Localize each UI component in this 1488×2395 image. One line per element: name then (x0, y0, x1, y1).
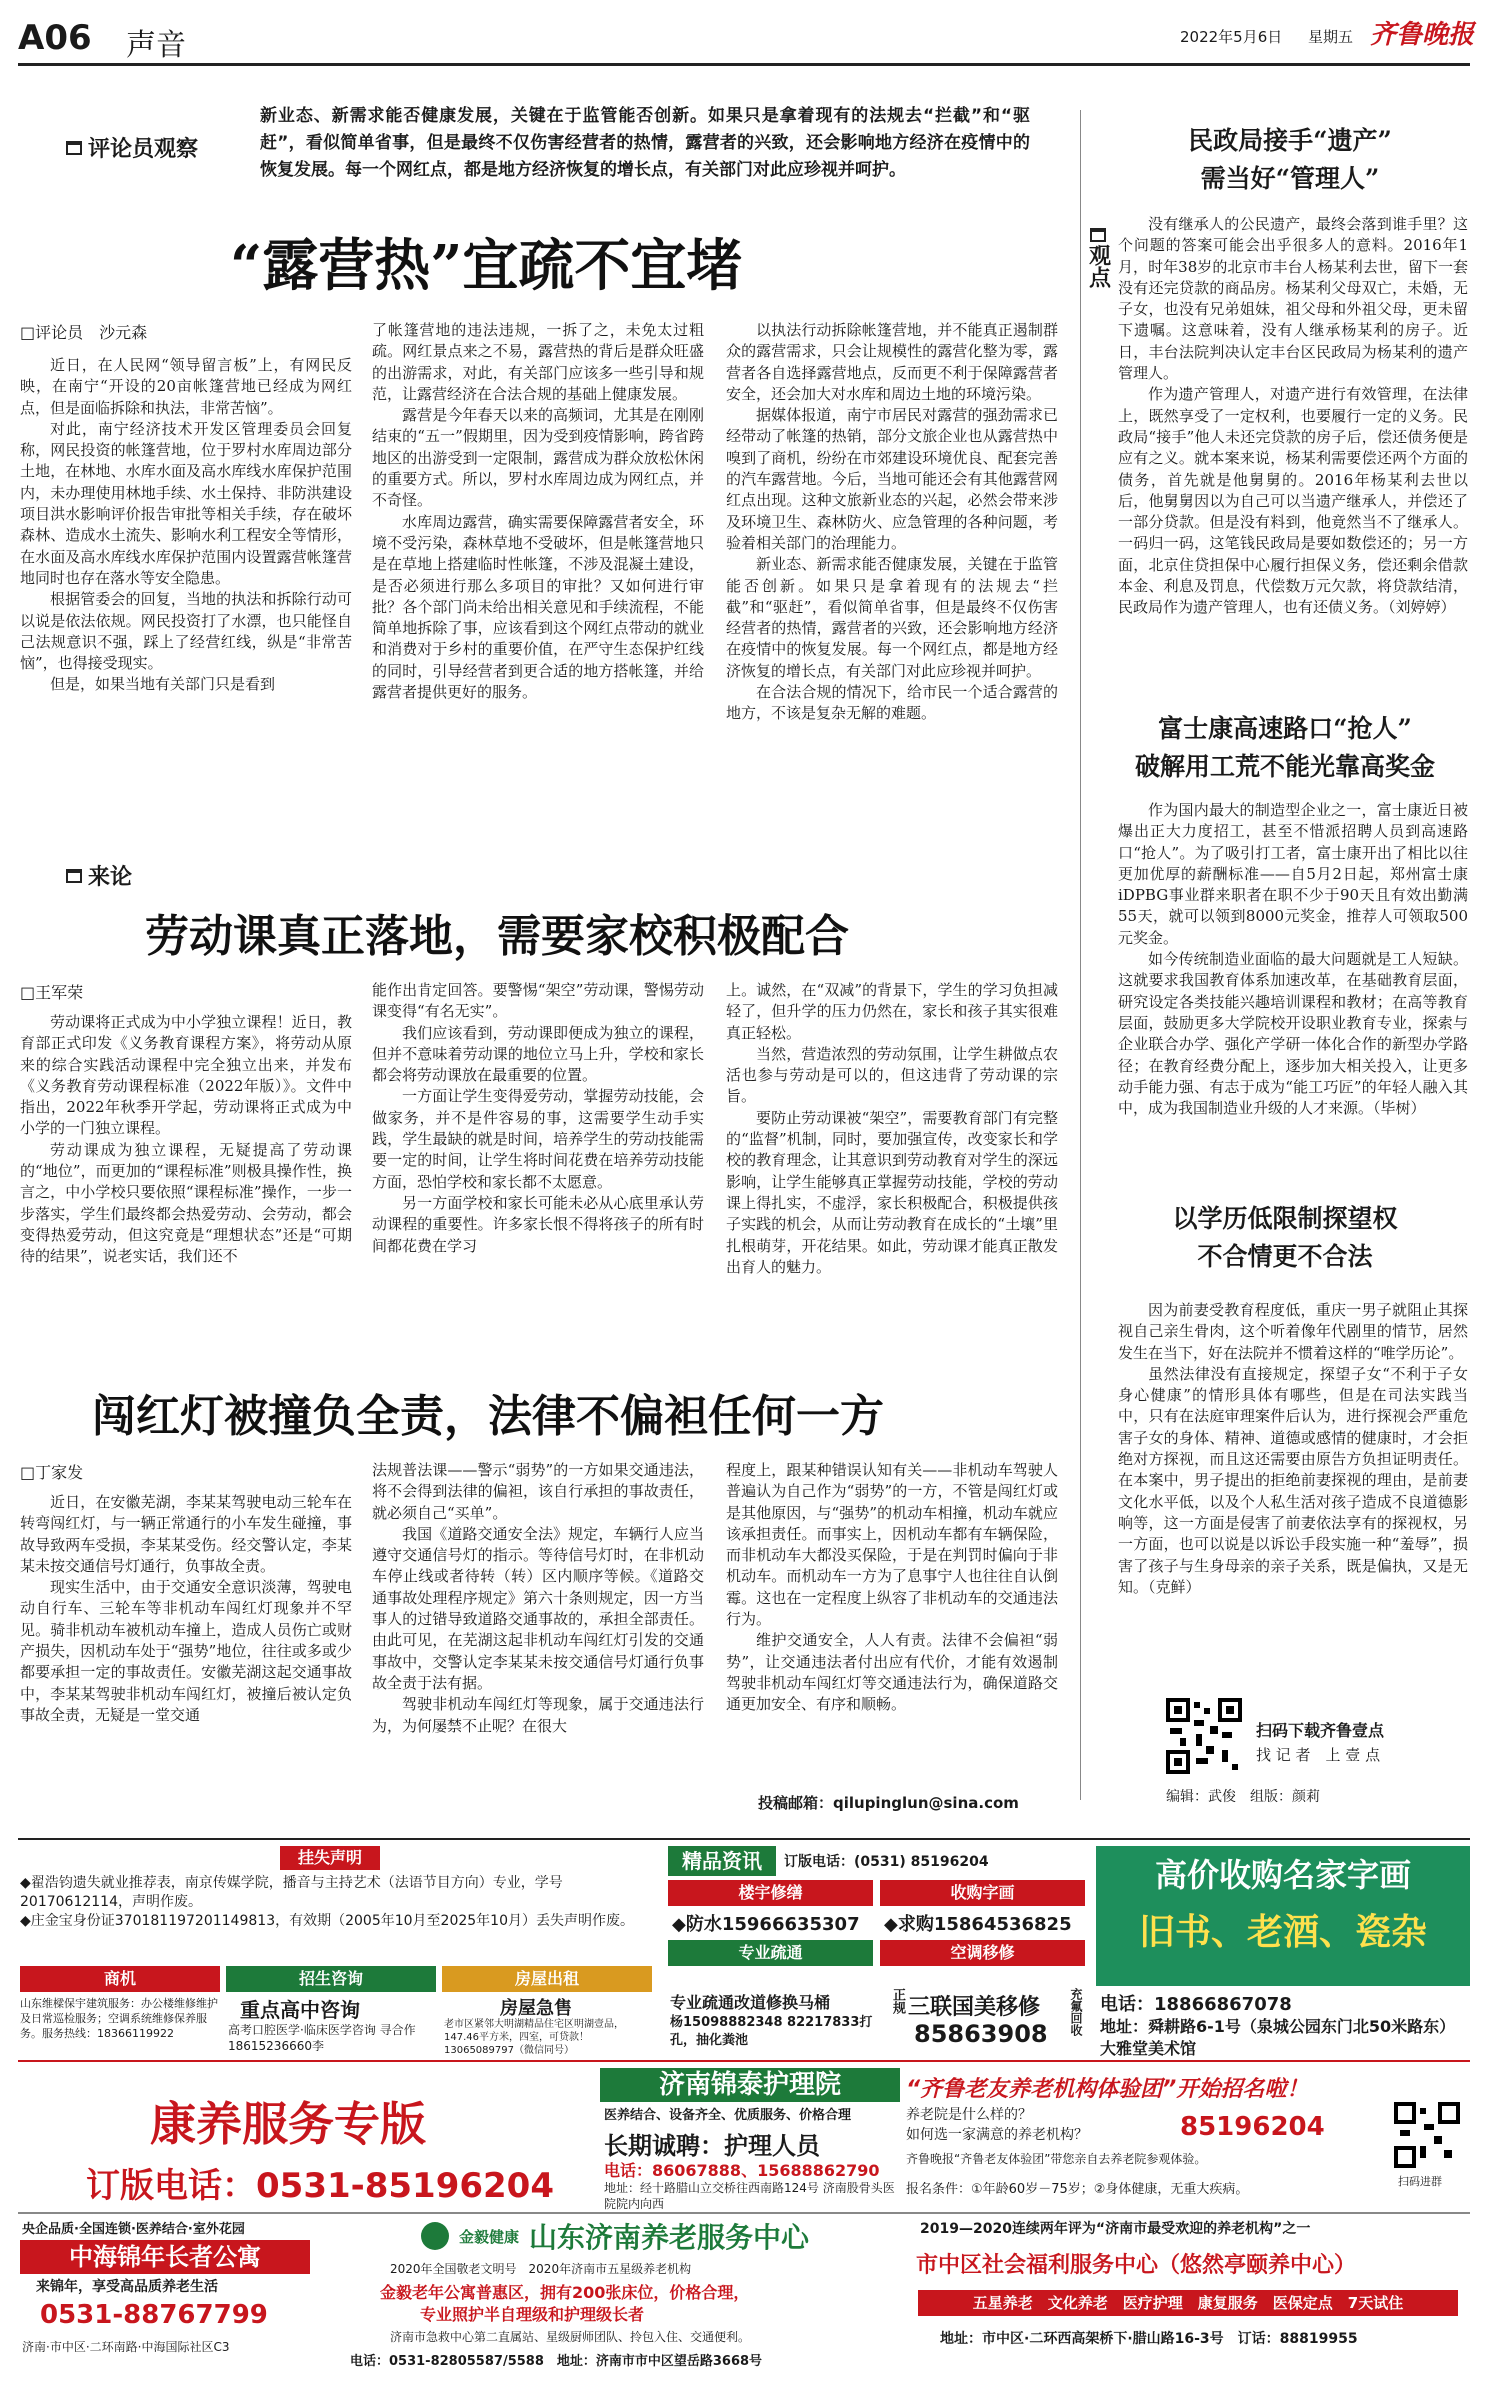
care-separator (18, 2060, 1470, 2062)
qilu-line: 齐鲁晚报“齐鲁老友体验团”带您亲自去养老院参观体验。 (906, 2152, 1207, 2166)
sidebar-s1-title (1120, 122, 1460, 198)
column-box-icon (1090, 228, 1106, 242)
notice-line: ◆庄金宝身份证370181197201149813，有效期（2005年10月至2025年10月）丢失声明作废。 (20, 1913, 634, 1929)
article3-author: □丁家发 (20, 1463, 84, 1482)
jinyi-phone: 电话：0531-82805587/5588 地址：济南市市中区望岳路3668号 (350, 2354, 763, 2369)
qr-caption-sub: 找 记 者 上 壹 点 (1256, 1746, 1381, 1764)
calligraphy-ad-phone: 电话：18866867078 (1100, 1994, 1292, 2015)
jintai-phone: 电话：86067888、15688862790 (604, 2161, 880, 2180)
rent-title: 房屋急售 (500, 1998, 572, 2019)
qr-code-icon[interactable] (1394, 2102, 1460, 2168)
submission-email: 投稿邮箱：qilupinglun@sina.com (758, 1794, 1019, 1812)
column-tag-label: 来论 (88, 865, 133, 890)
jingpin-label: 精品资讯 (668, 1846, 776, 1876)
column-box-icon (66, 141, 82, 155)
zhonghai-address: 济南·市中区·二环南路·中海国际社区C3 (22, 2340, 230, 2354)
column-tag-viewpoint (1086, 228, 1110, 288)
shizhong-address: 地址：市中区·二环西高架桥下·腊山路16-3号 订话：88819955 (940, 2331, 1358, 2347)
notice-header: 挂失声明 (280, 1846, 380, 1870)
ad-separator (18, 1838, 1470, 1840)
paragraph: 当然，营造浓烈的劳动氛围，让学生耕做点农活也参与劳动是可以的，但这违背了劳动课的宗旨。 (726, 1044, 1058, 1106)
paragraph: 法规普法课——警示“弱势”的一方如果交通违法，将不会得到法律的偏袒，该自行承担的事故责任，就必须自己“买单”。 (372, 1461, 704, 1522)
enroll-title: 重点高中咨询 (240, 1998, 360, 2022)
qilu-q1: 养老院是什么样的？ (906, 2107, 1032, 2123)
enroll-header: 招生咨询 (226, 1966, 436, 1992)
paragraph: 近日，在人民网“领导留言板”上，有网民反映，在南宁“开设的20亩帐篷营地已经成为网红点，但是面临拆除和执法，非常苦恼”。 (20, 356, 352, 417)
lead-summary: 新业态、新需求能否健康发展，关键在于监管能否创新。如果只是拿着现有的法规去“拦截”和“驱赶”，看似简单省事，但是最终不仅伤害经营者的热情，露营者的兴致，还会影响地方经济在疫情中的恢复发展。每一个网红点，都是地方经济恢复的增长点，有关部门对此应珍视并呵护。 (260, 106, 1030, 180)
qilu-conditions: 报名条件：①年龄60岁－75岁；②身体健康，无重大疾病。 (906, 2182, 1249, 2197)
care-special-title: 康养服务专版 (150, 2097, 426, 2151)
jinyi-title: 山东济南养老服务中心 (529, 2221, 810, 2254)
qilu-title: “齐鲁老友养老机构体验团”开始招名啦！ (906, 2077, 1309, 2102)
paragraph: 我国《道路交通安全法》规定，车辆行人应当遵守交通信号灯的指示。等待信号灯时，在非机动车停止线或者待转（转）区内顺序等候。《道路交通事故处理程序规定》第六十条则规定，因一方当事人的过错导致道路交通事故的，承担全部责任。由此可见，在芜湖这起非机动车闯红灯引发的交通事故中，交警认定李某某未按交通信号灯通行负事故全责于法有据。 (372, 1524, 704, 1692)
title-line: 民政局接手“遗产” (1188, 126, 1392, 155)
aircon-side-left: 正规 (890, 1988, 905, 2014)
enroll-text: 高考口腔医学·临床医学咨询 寻合作18615236660李 (228, 2023, 416, 2053)
column-tag-label: 观点 (1085, 244, 1111, 288)
paragraph: 露营是今年春天以来的高频词，尤其是在刚刚结束的“五一”假期里，因为受到疫情影响，跨省跨地区的出游受到一定限制，露营成为群众放松休闲的重要方式。所以，罗村水库周边成为网红点，并不奇怪。 (372, 406, 704, 510)
paragraph: 新业态、新需求能否健康发展，关键在于监管能否创新。如果只是拿着现有的法规去“拦截”和“驱赶”，看似简单省事，但是最终不仅伤害经营者的热情，露营者的兴致，还会影响地方经济在疫情中的恢复发展。每一个网红点，都是地方经济恢复的增长点，有关部门对此应珍视并呵护。 (726, 555, 1058, 680)
paragraph: 劳动课将正式成为中小学独立课程！近日，教育部正式印发《义务教育课程方案》，将劳动从原来的综合实践活动课程中完全独立出来，并发布《义务教育劳动课程标准（2022年版）》。文件中指出，2022年秋季开学起，劳动课将正式成为中小学的一门独立课程。 (20, 1013, 352, 1138)
zhonghai-sub: 来锦年，享受高品质养老生活 (36, 2279, 218, 2295)
aircon-header: 空调移修 (880, 1940, 1085, 1966)
calligraphy-ad-address: 地址：舜耕路6-1号（泉城公园东门北50米路东）大雅堂美术馆 (1100, 2017, 1456, 2058)
sidebar-s1-body (1118, 214, 1468, 694)
article3-col2 (372, 1460, 704, 1822)
article3-title: 闯红灯被撞负全责，法律不偏袒任何一方 (92, 1391, 884, 1442)
jintai-title: 济南锦泰护理院 (600, 2068, 900, 2102)
business-header: 商机 (20, 1966, 220, 1992)
title-line: 需当好“管理人” (1200, 164, 1380, 193)
sidebar-s2-title (1100, 710, 1470, 786)
qilu-q2: 如何选一家满意的养老机构？ (906, 2127, 1088, 2143)
shizhong-tags: 五星养老 文化养老 医疗护理 康复服务 医保定点 7天试住 (918, 2290, 1458, 2316)
jinyi-honor: 2020年全国敬老文明号 2020年济南市五星级养老机构 (390, 2262, 692, 2276)
paragraph: 对此，南宁经济技术开发区管理委员会回复称，网民投资的帐篷营地，位于罗村水库周边部分土地，在林地、水库水面及高水库线水库保护范围内，未办理使用林地手续、水土保持、非防洪建设项目洪水影响评价报告审批等相关手续，存在破坏森林、造成水土流失、影响水利工程安全等情形，在水面及高水库线水库保护范围内设置露营帐篷营地同时也存在落水等安全隐患。 (20, 419, 352, 587)
aircon-side-right: 充氟回收 (1069, 1988, 1083, 2036)
paragraph: 根据管委会的回复，当地的执法和拆除行动可以说是依法依规。网民投资打了水漂，也只能怪自己法规意识不强，踩上了经营红线，纵是“非常苦恼”，也得接受现实。 (20, 590, 352, 673)
care-special-phone: 订版电话：0531-85196204 (86, 2166, 554, 2206)
jintai-recruit: 长期诚聘：护理人员 (604, 2132, 820, 2160)
issue-date: 2022年5月6日 (1180, 28, 1283, 46)
paragraph: 据媒体报道，南宁市居民对露营的强劲需求已经带动了帐篷的热销，部分文旅企业也从露营热中嗅到了商机，纷纷在市郊建设环境优良、配套完善的汽车露营地。今后，当地可能还会有其他露营网红点出现。这种文旅新业态的兴起，必然会带来涉及环境卫生、森林防火、应急管理的各种问题，考验着相关部门的治理能力。 (726, 406, 1058, 552)
title-line: 以学历低限制探望权 (1172, 1204, 1398, 1233)
paragraph: 要防止劳动课被“架空”，需要教育部门有完整的“监督”机制，同时，要加强宣传，改变家长和学校的教育理念，让其意识到劳动教育对学生的深远影响，让学生能够真正掌握劳动技能，学校的劳动课上得扎实，不虚浮，家长积极配合，积极提供孩子实践的机会，从而让劳动教育在成长的“土壤”里扎根萌芽，开花结果。如此，劳动课才能真正散发出育人的魅力。 (726, 1108, 1058, 1276)
column-tag-label: 评论员观察 (88, 137, 199, 162)
sidebar-s3-title (1100, 1200, 1470, 1276)
jintai-sub: 医养结合、设备齐全、优质服务、价格合理 (604, 2108, 852, 2123)
editor-credit: 编辑：武俊 组版：颜莉 (1166, 1789, 1320, 1805)
title-line: 破解用工荒不能光靠高奖金 (1134, 752, 1435, 781)
aircon-title: 三联国美移修 (908, 1995, 1041, 2020)
jinyi-brand: 金毅健康 (458, 2227, 519, 2246)
notice-body (20, 1874, 660, 1931)
paragraph: 以执法行动拆除帐篷营地，并不能真正遏制群众的露营需求，只会让规模性的露营化整为零，露营者各自选择露营地点，反而更不利于保障露营者安全，还会加大对水库和周边土地的环境污染。 (726, 321, 1058, 403)
shizhong-top: 2019—2020连续两年评为“济南市最受欢迎的养老机构”之一 (920, 2221, 1311, 2237)
article1-col2 (372, 320, 704, 825)
header-rule (18, 63, 1470, 66)
paragraph: 能作出肯定回答。要警惕“架空”劳动课，警惕劳动课变得“有名无实”。 (372, 981, 704, 1021)
article2-author: □王军荣 (20, 983, 84, 1002)
buy-paintings-header: 收购字画 (880, 1880, 1085, 1906)
paragraph: 在合法合规的情况下，给市民一个适合露营的地方，不该是复杂无解的难题。 (726, 683, 1058, 723)
plumbing-header: 专业疏通 (668, 1940, 873, 1966)
article1-col3 (726, 320, 1058, 825)
qr-code-icon[interactable] (1166, 1698, 1242, 1774)
paragraph: 上。诚然，在“双减”的背景下，学生的学习负担减轻了，但升学的压力仍然在，家长和孩子其实很难真正轻松。 (726, 981, 1058, 1042)
article2-col3 (726, 980, 1058, 1347)
paragraph: 现实生活中，由于交通安全意识淡薄，驾驶电动自行车、三轮车等非机动车闯红灯现象并不罕见。骑非机动车被机动车撞上，造成人员伤亡或财产损失，因机动车处于“强势”地位，往往或多或少都要承担一定的事故责任。安徽芜湖这起交通事故中，李某某驾驶非机动车闯红灯，被撞后被认定负事故全责，无疑是一堂交通 (20, 1578, 352, 1724)
bottom-separator (18, 2212, 1470, 2214)
jingpin-header (668, 1846, 1088, 1876)
paragraph: 虽然法律没有直接规定，探望子女“不利于子女身心健康”的情形具体有哪些，但是在司法实践当中，只有在法庭审理案件后认为，进行探视会严重危害子女的身体、精神、道德或感情的健康时，才会拒绝对方探视，而且这还需要由原告方负担证明责任。在本案中，男子提出的拒绝前妻探视的理由，是前妻文化水平低，以及个人私生活对孩子造成不良道德影响等，这一方面是侵害了前妻依法享有的探视权，另一方面，也可以说是以诉讼手段实施一种“羞辱”，损害了孩子与生身母亲的亲子关系，既是偏执，又是无知。（克鲜） (1118, 1364, 1468, 1596)
jintai-address: 地址：经十路腊山立交桥往西南路124号 济南股骨头医院院内向西 (604, 2181, 895, 2211)
zhonghai-phone: 0531-88767799 (40, 2300, 268, 2330)
zhonghai-top: 央企品质·全国连锁·医养结合·室外花园 (22, 2222, 245, 2237)
article1-title: “露营热”宜疏不宜堵 (230, 233, 743, 299)
paragraph: 了帐篷营地的违法违规，一拆了之，未免太过粗疏。网红景点来之不易，露营热的背后是群众旺盛的出游需求，对此，有关部门应该多一些引导和规范，让露营经济在合法合规的基础上健康发展。 (372, 321, 704, 403)
article1-author: □评论员 沙元森 (20, 323, 148, 342)
sidebar-divider (1080, 110, 1081, 1800)
sidebar-s2-body (1118, 800, 1468, 1180)
article2-title: 劳动课真正落地，需要家校积极配合 (145, 911, 849, 962)
waterproof-line: ◆防水15966635307 (672, 1914, 860, 1935)
paragraph: 但是，如果当地有关部门只是看到 (50, 675, 276, 694)
aircon-phone: 85863908 (914, 2020, 1048, 2048)
paragraph: 程度上，跟某种错误认知有关——非机动车驾驶人普遍认为自己作为“弱势”的一方，不管是闯红灯或是其他原因，与“强势”的机动车相撞，机动车就应该承担责任。而事实上，因机动车都有车辆保险，而非机动车大都没买保险，于是在判罚时偏向于非机动车。而机动车一方为了息事宁人也往往自认倒霉。这也在一定程度上纵容了非机动车的交通违法行为。 (726, 1461, 1058, 1629)
paragraph: 没有继承人的公民遗产，最终会落到谁手里？这个问题的答案可能会出乎很多人的意料。2016年1月，时年38岁的北京市丰台人杨某利去世，留下一套没有还完贷款的商品房。杨某利父母双亡，未婚，无子女，也没有兄弟姐妹，祖父母和外祖父母，更未留下遗嘱。这意味着，没有人继承杨某利的房子。近日，丰台法院判决认定丰台区民政局为杨某利的遗产管理人。 (1118, 215, 1468, 383)
qilu-phone: 85196204 (1180, 2112, 1325, 2142)
calligraphy-ad (1096, 1846, 1470, 1986)
notice-line: ◆翟浩钧遗失就业推荐表，南京传媒学院，播音与主持艺术（法语节目方向）专业，学号20170612114，声明作废。 (20, 1875, 563, 1910)
paragraph: 劳动课成为独立课程，无疑提高了劳动课的“地位”，而更加的“课程标准”则极具操作性，换言之，中小学校只要依照“课程标准”操作，一步一步落实，学生们最终都会热爱劳动、会劳动，都会变得热爱劳动，但这究竟是“理想状态”还是“可期待的结果”，说老实话，我们还不 (20, 1140, 352, 1266)
title-line: 不合情更不合法 (1197, 1242, 1373, 1271)
business-text: 山东维樑保宇建筑服务：办公楼维修维护及日常巡检服务；空调系统维修保养服务。服务热线：18366119922 (20, 1997, 218, 2040)
calligraphy-ad-line1: 高价收购名家字画 (1154, 1856, 1411, 1894)
paragraph: 如今传统制造业面临的最大问题就是工人短缺。这就要求我国教育体系加速改革，在基础教育层面，研究设定各类技能兴趣培训课程和教材；在高等教育层面，鼓励更多大学院校开设职业教育专业，探索与企业联合办学、强化产学研一体化合作的新型办学路径；在教育经费分配上，逐步加大相关投入，让更多动手能力强、有志于成为“能工巧匠”的年轻人融入其中，成为我国制造业升级的人才来源。（毕树） (1118, 950, 1468, 1118)
paragraph: 近日，在安徽芜湖，李某某驾驶电动三轮车在转弯闯红灯，与一辆正常通行的小车发生碰撞，事故导致两车受损，李某某受伤。经交警认定，李某某未按交通信号灯通行，负事故全责。 (20, 1493, 352, 1575)
paragraph: 作为国内最大的制造型企业之一，富士康近日被爆出正大力度招工，甚至不惜派招聘人员到高速路口“抢人”。为了吸引打工者，富士康开出了相比以往更加优厚的薪酬标准——自5月2日起，郑州富士康iDPBG事业群来职者在职不少于90天且有效出勤满55天，就可以领到8000元奖金，推荐人可领取500元奖金。 (1118, 801, 1468, 947)
paragraph: 另一方面学校和家长可能未必从心底里承认劳动课程的重要性。许多家长恨不得将孩子的所有时间都花费在学习 (372, 1193, 704, 1255)
zhonghai-title: 中海锦年长者公寓 (20, 2240, 310, 2274)
newspaper-logo: 齐鲁晚报 (1370, 20, 1475, 50)
qilu-scan-caption: 扫码进群 (1398, 2175, 1442, 2188)
paragraph: 作为遗产管理人，对遗产进行有效管理，在法律上，既然享受了一定权利，也要履行一定的义务。民政局“接手”他人未还完贷款的房子后，偿还债务便是应有之义。就本案来说，杨某利需要偿还两个方面的债务，首先就是他舅舅的。2016年杨某利去世以后，他舅舅因以为自己可以当遗产继承人，并偿还了一部分贷款。但是没有料到，他竟然当不了继承人。一码归一码，这笔钱民政局是要如数偿还的；另一方面，北京住贷担保中心履行担保义务，偿还剩余借款本金、利息及罚息，代偿数万元欠款，将贷款结清，民政局作为遗产管理人，也有还债义务。（刘婷婷） (1118, 385, 1468, 617)
paragraph: 驾驶非机动车闯红灯等现象，属于交通违法行为，为何屡禁不止呢？在很大 (372, 1695, 704, 1735)
qr-caption: 扫码下载齐鲁壹点 (1256, 1721, 1385, 1740)
paragraph: 维护交通安全，人人有责。法律不会偏袒“弱势”，让交通违法者付出应有代价，才能有效遏制驾驶非机动车闯红灯等交通违法行为，确保道路交通更加安全、有序和顺畅。 (726, 1631, 1058, 1714)
title-line: 富士康高速路口“抢人” (1158, 714, 1412, 743)
jinyi-address: 济南市急救中心第二直属站、星级厨师团队、拎包入住、交通便利。 (390, 2330, 751, 2344)
plumbing-title: 专业疏通改道修换马桶 (670, 1993, 831, 2012)
issue-weekday: 星期五 (1308, 28, 1354, 46)
article2-col1 (20, 1012, 352, 1347)
column-box-icon (66, 869, 82, 883)
column-tag-comment (66, 860, 132, 891)
waterproof-header: 楼宇修缮 (668, 1880, 873, 1906)
paragraph: 水库周边露营，确实需要保障露营者安全，环境不受污染，森林草地不受破坏，但是帐篷营地只是在草地上搭建临时性帐篷，不涉及混凝土建设，是否必须进行那么多项目的审批？又如何进行审批？各个部门尚未给出相关意见和手续流程，不能简单地拆除了事，应该看到这个网红点带动的就业和消费对于乡村的重要价值，在严守生态保护红线的同时，引导经营者到更合适的地方搭帐篷，并给露营者提供更好的服务。 (372, 512, 704, 702)
section-title: 声音 (126, 28, 186, 63)
article3-col1 (20, 1492, 352, 1822)
plumbing-text: 杨15098882348 82217833打孔，抽化粪池 (670, 2015, 873, 2048)
paragraph: 我们应该看到，劳动课即便成为独立的课程，但并不意味着劳动课的地位立马上升，学校和家长都会将劳动课放在最重要的位置。 (372, 1023, 704, 1085)
rent-text: 老市区紧邻大明湖精品住宅区明湖壹品，147.46平方米，四室，可贷款！13065089797（微信同号） (444, 2019, 624, 2056)
paragraph: 因为前妻受教育程度低，重庆一男子就阻止其探视自己亲生骨肉，这个听着像年代剧里的情节，居然发生在当下，好在法院并不惯着这样的“唯学历论”。 (1118, 1301, 1468, 1362)
article3-col3 (726, 1460, 1058, 1785)
sidebar-s3-body (1118, 1300, 1468, 1685)
jinyi-line1: 金毅老年公寓普惠区，拥有200张床位，价格合理， (380, 2283, 750, 2302)
page-number: A06 (18, 18, 92, 58)
rent-header: 房屋出租 (442, 1966, 652, 1992)
jinyi-header (330, 2218, 900, 2254)
article1-col1 (20, 355, 352, 825)
jinyi-line2: 专业照护半自理级和护理级长者 (420, 2305, 645, 2324)
column-tag-commentator (66, 132, 198, 163)
jingpin-phone: 订版电话：(0531) 85196204 (784, 1854, 989, 1870)
article2-col2 (372, 980, 704, 1347)
shizhong-title: 市中区社会福利服务中心（悠然亭颐养中心） (916, 2253, 1357, 2278)
buy-paintings-line: ◆求购15864536825 (884, 1914, 1072, 1935)
calligraphy-ad-line2: 旧书、老酒、瓷杂 (1138, 1912, 1427, 1953)
jinyi-logo-icon (421, 2222, 449, 2250)
paragraph: 一方面让学生变得爱劳动，掌握劳动技能，会做家务，并不是件容易的事，这需要学生动手实践，学生最缺的就是时间，培养学生的劳动技能需要一定的时间，让学生将时间花费在培养劳动技能方面，恐怕学校和家长都不太愿意。 (372, 1087, 704, 1191)
